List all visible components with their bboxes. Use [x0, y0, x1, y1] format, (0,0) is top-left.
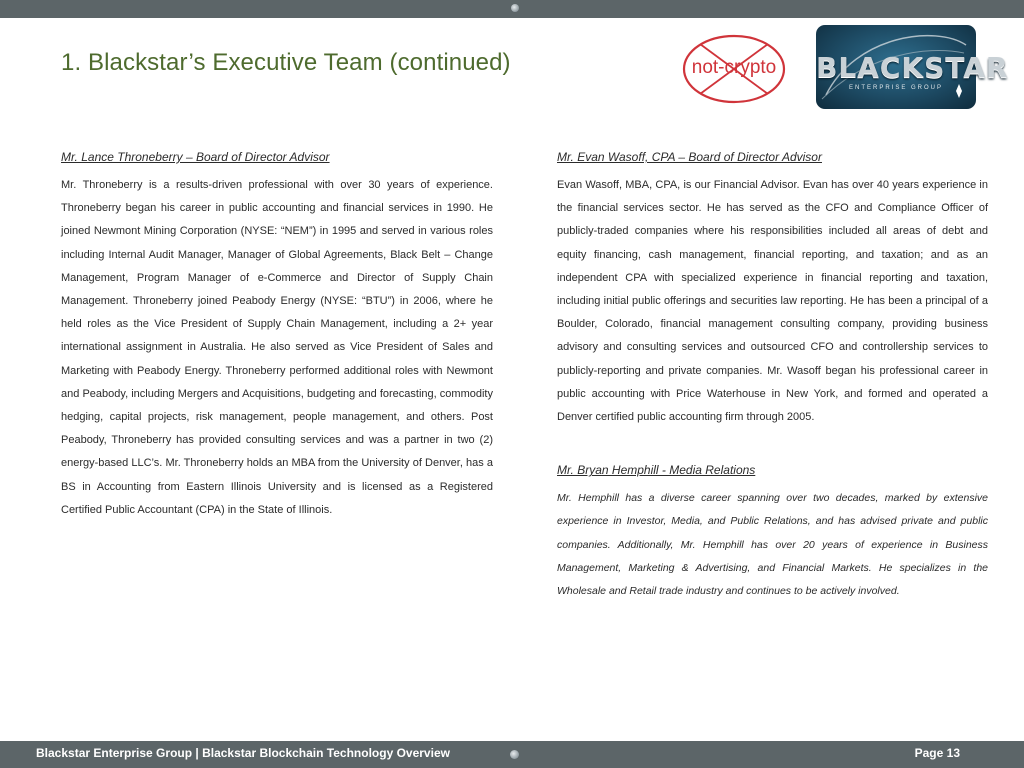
page-title: 1. Blackstar’s Executive Team (continued) — [61, 49, 511, 76]
left-column — [61, 148, 493, 522]
not-crypto-stamp — [682, 34, 786, 104]
wasoff-heading: Mr. Evan Wasoff, CPA – Board of Director Advisor — [557, 150, 822, 164]
throneberry-heading: Mr. Lance Throneberry – Board of Director Advisor — [61, 150, 330, 164]
blackstar-logo — [816, 25, 1009, 109]
logo-subtitle: ENTERPRISE GROUP — [848, 85, 943, 91]
hemphill-bio: Mr. Hemphill has a diverse career spanning over two decades, marked by extensive experience in Investor, Media, and Public Relations, and has advised private and public companies. Additionally, Mr. Hemphill has over 20 years of experience in Business Management, Marketing & Advertising, and Financial Markets. He specializes in the Wholesale and Retail trade industry and continues to be actively involved. — [557, 492, 988, 598]
logo-wordmark: BLACKSTAR — [816, 51, 1009, 84]
footer-title: Blackstar Enterprise Group | Blackstar Blockchain Technology Overview — [36, 746, 450, 760]
bullet-icon — [511, 4, 519, 12]
throneberry-bio: Mr. Throneberry is a results-driven professional with over 30 years of experience. Throneberry began his career in public accounting and financial services in 1990. He joined Newmont Mining Corporation (NYSE: “NEM”) in 1995 and served in various roles including Internal Audit Manager, Manager of Global Agreements, Black Belt – Change Management, Program Manager of e-Commerce and Director of Supply Chain Management. Throneberry joined Peabody Energy (NYSE: “BTU”) in 2006, where he held roles as the Vice President of Supply Chain Management, including a 2+ year international assignment in Australia. He also served as Vice President of Sales and Marketing with Peabody Energy. Throneberry performed additional roles with Newmont and Peabody, including Mergers and Acquisitions, budgeting and forecasting, commodity hedging, capital projects, risk management, people management, and others. Post Peabody, Throneberry has provided consulting services and was a partner in two (2) energy-based LLC’s. Mr. Throneberry holds an MBA from the University of Denver, has a BS in Accounting from Eastern Illinois University and is licensed as a Registered Certified Public Accountant (CPA) in the State of Illinois. — [61, 179, 493, 516]
right-column — [557, 148, 988, 603]
page-number: Page 13 — [914, 746, 960, 760]
footer-bar — [0, 741, 1024, 768]
stamp-label: not-crypto — [691, 57, 777, 78]
bullet-icon — [510, 750, 519, 759]
wasoff-bio: Evan Wasoff, MBA, CPA, is our Financial Advisor. Evan has over 40 years experience in the financial services sector. He has served as the CFO and Compliance Officer of publicly-traded companies where his responsibilities included all areas of debt and equity financing, cash management, financial reporting, and taxation; and as an independent CPA with specialized experience in financial reporting and taxation, including initial public offerings and securities law reporting. He has been a principal of a Boulder, Colorado, financial management consulting company, providing business advisory and consulting services and outsourced CFO and controllership services to publicly-reporting and private companies. Mr. Wasoff began his professional career in public accounting with Price Waterhouse in New York, and formed and operated a Denver certified public accounting firm through 2005. — [557, 179, 988, 424]
hemphill-heading: Mr. Bryan Hemphill - Media Relations — [557, 463, 756, 478]
top-bar — [0, 0, 1024, 18]
